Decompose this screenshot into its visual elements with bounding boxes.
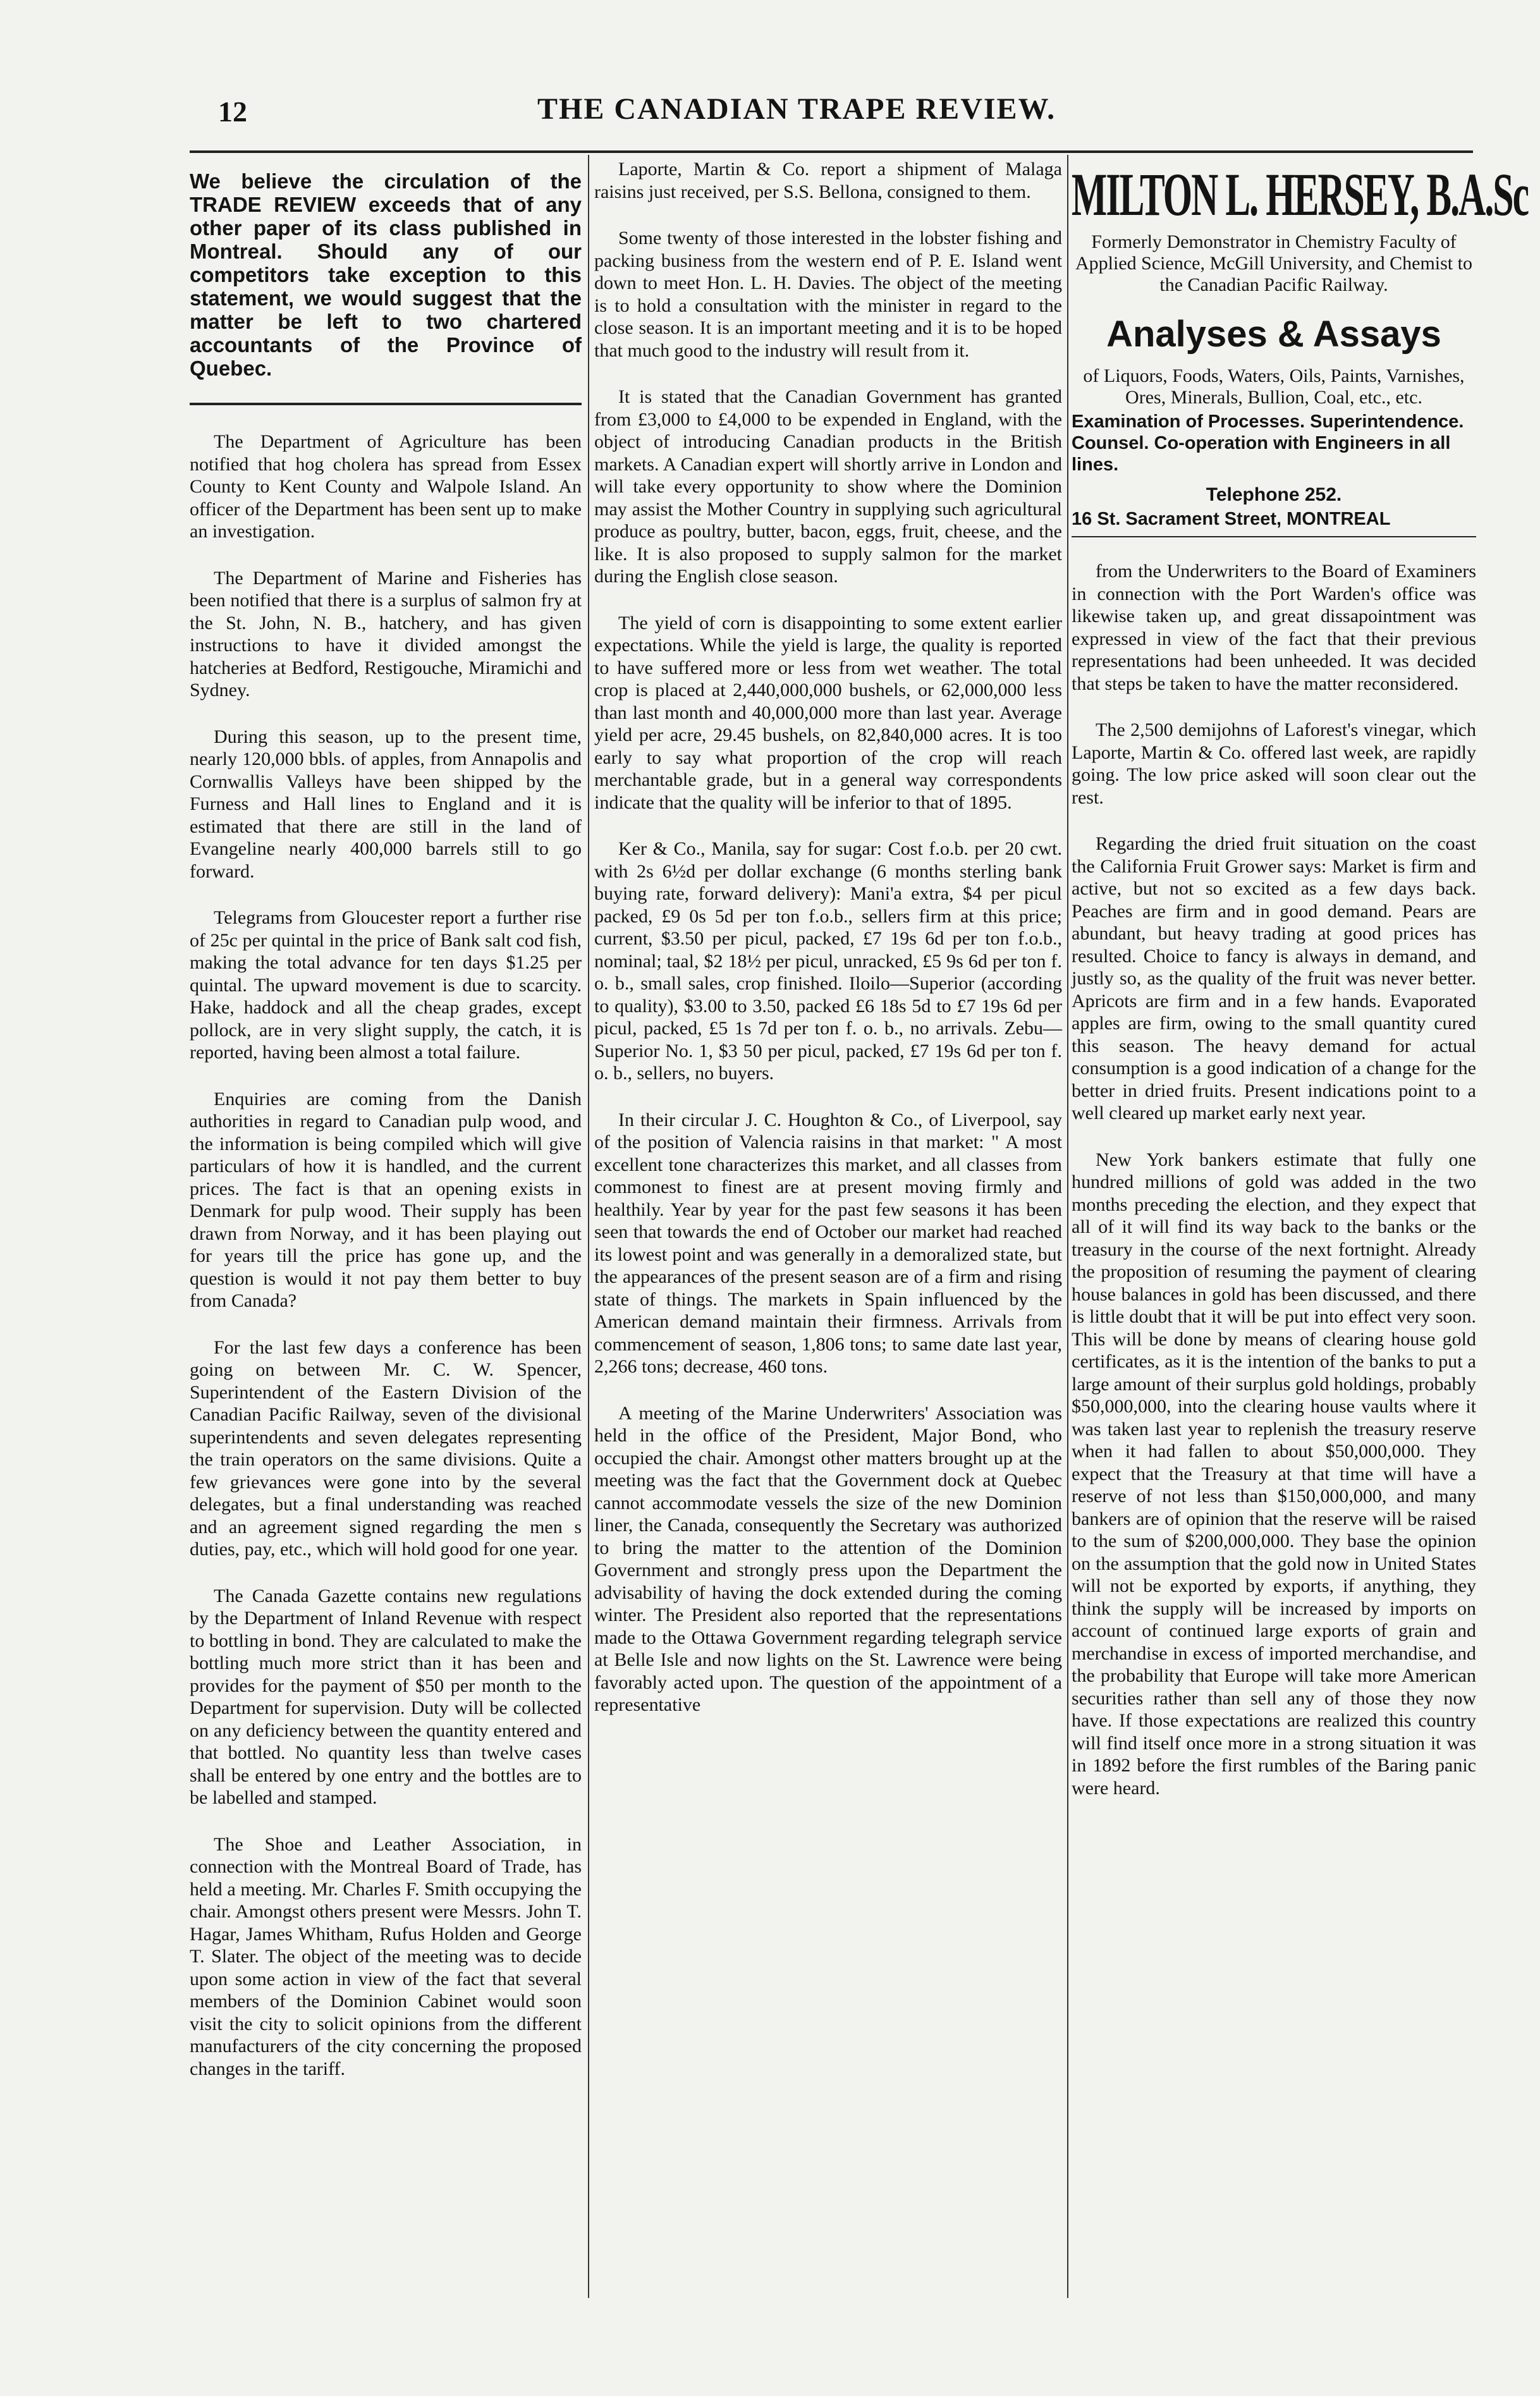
advertiser-name: MILTON L. HERSEY, B.A.Sc bbox=[1072, 161, 1529, 228]
masthead-title: THE CANADIAN TRAPE REVIEW. bbox=[537, 92, 1056, 126]
advertisement-address: 16 St. Sacrament Street, MONTREAL bbox=[1072, 509, 1391, 529]
article-paragraph: Enquiries are coming from the Danish authorities in regard to Canadian pulp wood, and the information is being compiled which will give particulars of how it is handled, and the current prices. The fact is that an opening exists in Denmark for pulp wood. Their supply has been drawn from Norway, and it has been playing out for years till the price has gone up, and the question is would it not pay them better to buy from Canada? bbox=[190, 1088, 582, 1311]
column-2 bbox=[594, 158, 1062, 2295]
article-paragraph: For the last few days a conference has been going on between Mr. C. W. Spencer, Superintendent of the Eastern Division of the Canadian Pacific Railway, seven of the divisional superintendents and seven delegates representing the train operators on the same divisions. Quite a few grievances were gone into by the several delegates, but a final understanding was reached and an agreement signed regarding the men s duties, pay, etc., which will hold good for one year. bbox=[190, 1336, 582, 1560]
article-paragraph: The Canada Gazette contains new regulations by the Department of Inland Revenue with respect to bottling in bond. They are calculated to make the bottling much more strict than it has been and provides for the payment of $50 per month to the Department for supervision. Duty will be collected on any deficiency between the quantity entered and that bottled. No quantity less than twelve cases shall be entered by one entry and the bottles are to be labelled and stamped. bbox=[190, 1585, 582, 1808]
article-paragraph: Laporte, Martin & Co. report a shipment of Malaga raisins just received, per S.S. Bellona, consigned to them. bbox=[594, 159, 1062, 202]
article-paragraph: from the Underwriters to the Board of Examiners in connection with the Port Warden's office was likewise taken up, and great dissapointment was expressed in view of the fact that their previous representations had been unheeded. It was decided that steps be taken to have the matter reconsidered. bbox=[1072, 561, 1476, 694]
article-paragraph: The yield of corn is disappointing to some extent earlier expectations. While the yield is large, the quality is reported to have suffered more or less from wet weather. The total crop is placed at 2,440,000,000 bushels, or 62,000,000 less than last month and 40,000,000 more than last year. Average yield per acre, 29.45 bushels, on 82,840,000 acres. It is too early to say what proportion of the crop will reach merchantable grade, but in a general way correspondents indicate that the quality will be inferior to that of 1895. bbox=[594, 612, 1062, 813]
notice-rule bbox=[190, 403, 582, 405]
article-paragraph: The Department of Agriculture has been notified that hog cholera has spread from Essex County to Kent County and Walpole Island. An officer of the Department has been sent up to make an investigation. bbox=[190, 431, 582, 542]
advertisement-services: of Liquors, Foods, Waters, Oils, Paints, Varnishes, Ores, Minerals, Bullion, Coal, etc., etc. bbox=[1083, 365, 1465, 408]
page-number: 12 bbox=[218, 95, 247, 128]
circulation-notice: We believe the circulation of the TRADE REVIEW exceeds that of any other paper of its class published in Montreal. Should any of our competitors take exception to this statement, we would suggest that the matter be left to two chartered accountants of the Province of Quebec. bbox=[190, 169, 582, 380]
hersey-advertisement bbox=[1072, 161, 1529, 530]
article-paragraph: Telegrams from Gloucester report a further rise of 25c per quintal in the price of Bank salt cod fish, making the total advance for ten days $1.25 per quintal. The upward movement is due to scarcity. Hake, haddock and all the cheap grades, except pollock, are in very slight supply, the catch, it is reported, having been almost a total failure. bbox=[190, 907, 582, 1063]
article-paragraph: In their circular J. C. Houghton & Co., of Liverpool, say of the position of Valencia raisins in that market: " A most excellent tone characterizes this market, and all classes from commonest to finest are at present moving firmly and healthily. Year by year for the past few seasons it has been seen that towards the end of October our market had reached its lowest point and was generally in a demoralized state, but the appearances of the present season are of a firm and rising state of things. The markets in Spain influenced by the American demand maintain their firmness. Arrivals from commencement of season, 1,806 tons; to same date last year, 2,266 tons; decrease, 460 tons. bbox=[594, 1109, 1062, 1377]
article-paragraph: It is stated that the Canadian Government has granted from £3,000 to £4,000 to be expended in England, with the object of introducing Canadian products in the British markets. A Canadian expert will shortly arrive in London and will take every opportunity to show where the Dominion may assist the Mother Country in supplying such agricultural produce as poultry, butter, bacon, eggs, fruit, cheese, and the like. It is also proposed to supply salmon for the market during the English close season. bbox=[594, 386, 1062, 587]
header-rule bbox=[190, 150, 1473, 153]
column-3 bbox=[1072, 158, 1529, 2295]
advertisement-examination: Examination of Processes. Superintendence. Counsel. Co-operation with Engineers in all lines. bbox=[1072, 412, 1464, 475]
article-paragraph: A meeting of the Marine Underwriters' Association was held in the office of the President, Major Bond, who occupied the chair. Amongst other matters brought up at the meeting was the fact that the Government dock at Quebec cannot accommodate vessels the size of the new Dominion liner, the Canada, consequently the Secretary was authorized to bring the matter to the attention of the Dominion Government and strongly press upon the Department the advisability of having the dock extended during the coming winter. The President also reported that the representations made to the Ottawa Government regarding telegraph service at Belle Isle and now lights on the St. Lawrence were being favorably acted upon. The question of the appointment of a representative bbox=[594, 1402, 1062, 1715]
article-paragraph: New York bankers estimate that fully one hundred millions of gold was added in the two months preceding the election, and they expect that all of it will find its way back to the banks or the treasury in the course of the next fortnight. Already the proposition of resuming the payment of clearing house balances in gold has been discussed, and there is little doubt that it will be put into effect very soon. This will be done by means of clearing house gold certificates, as it is the intention of the banks to put a large amount of their surplus gold holdings, probably $50,000,000, into the clearing house vaults where it was taken last year to replenish the treasury reserve when it had fallen to about $50,000,000. They expect that the Treasury at that time will have a reserve of not less than $150,000,000, and many bankers are of opinion that the reserve will be raised to the sum of $200,000,000. They base the opinion on the assumption that the gold now in United States will not be exported by exports, if anything, they think the supply will be increased by imports on account of continued large exports of grain and merchandise in excess of imported merchandise, and the probability that Europe will take more American securities rather than sell any of those they now have. If those expectations are realized this country will find itself once more in a strong situation it was in 1892 before the first rumbles of the Baring panic were heard. bbox=[1072, 1149, 1476, 1799]
article-paragraph: The Shoe and Leather Association, in connection with the Montreal Board of Trade, has held a meeting. Mr. Charles F. Smith occupying the chair. Amongst others present were Messrs. John T. Hagar, James Whitham, Rufus Holden and George T. Slater. The object of the meeting was to decide upon some action in view of the fact that several members of the Dominion Cabinet would soon visit the city to solicit opinions from the different manufacturers of the city concerning the proposed changes in the tariff. bbox=[190, 1833, 582, 2079]
article-paragraph: The 2,500 demijohns of Laforest's vinegar, which Laporte, Martin & Co. offered last week, are rapidly going. The low price asked will soon clear out the rest. bbox=[1072, 719, 1476, 808]
article-paragraph: During this season, up to the present time, nearly 120,000 bbls. of apples, from Annapolis and Cornwallis Valleys have been shipped by the Furness and Hall lines to England and it is estimated that there are still in the land of Evangeline nearly 400,000 barrels still to go forward. bbox=[190, 726, 582, 882]
column-divider bbox=[1067, 155, 1068, 2298]
column-divider bbox=[588, 155, 589, 2298]
article-paragraph: Regarding the dried fruit situation on the coast the California Fruit Grower says: Market is firm and active, but not so excited as a few days back. Peaches are firm and in good demand. Pears are abundant, but heavy trading at good prices has resulted. Choice to fancy is always in demand, and justly so, as the quality of the fruit was never better. Apricots are firm and in a few hands. Evaporated apples are firm, owing to the small quantity cured this season. The heavy demand for actual consumption is a good indication of a change for the better in dried fruits. Present indications point to a well cleared up market early next year. bbox=[1072, 833, 1476, 1123]
article-paragraph: The Department of Marine and Fisheries has been notified that there is a surplus of salmon fry at the St. John, N. B., hatchery, and has given instructions to have it divided amongst the hatcheries at Bedford, Restigouche, Miramichi and Sydney. bbox=[190, 567, 582, 700]
advertisement-rule bbox=[1072, 536, 1476, 537]
article-paragraph: Ker & Co., Manila, say for sugar: Cost f.o.b. per 20 cwt. with 2s 6½d per dollar exchange (6 months sterling bank buying rate, forward delivery): Mani'a extra, $4 per picul packed, £9 0s 5d per ton f.o.b., sellers firm at this price; current, $3.50 per picul, packed, £7 19s 6d per ton f.o.b., nominal; taal, $2 18½ per picul, unracked, £5 9s 6d per ton f. o. b., small sales, crop finished. Iloilo—Superior (according to quality), $3.00 to 3.50, packed £6 18s 5d to £7 19s 6d per picul, packed, £5 1s 7d per ton f. o. b., no arrivals. Zebu—Superior No. 1, $3 50 per picul, packed, £7 19s 6d per ton f. o. b., sellers, no buyers. bbox=[594, 838, 1062, 1084]
article-paragraph: Some twenty of those interested in the lobster fishing and packing business from the western end of P. E. Island went down to meet Hon. L. H. Davies. The object of the meeting is to hold a consultation with the minister in regard to the close season. It is an important meeting and it is to be hoped that much good to the industry will result from it. bbox=[594, 228, 1062, 361]
advertisement-telephone: Telephone 252. bbox=[1206, 484, 1342, 505]
advertisement-headline: Analyses & Assays bbox=[1106, 314, 1441, 355]
column-1 bbox=[190, 158, 582, 2295]
advertiser-credentials: Formerly Demonstrator in Chemistry Faculty of Applied Science, McGill University, and Chemist to the Canadian Pacific Railway. bbox=[1075, 231, 1472, 295]
